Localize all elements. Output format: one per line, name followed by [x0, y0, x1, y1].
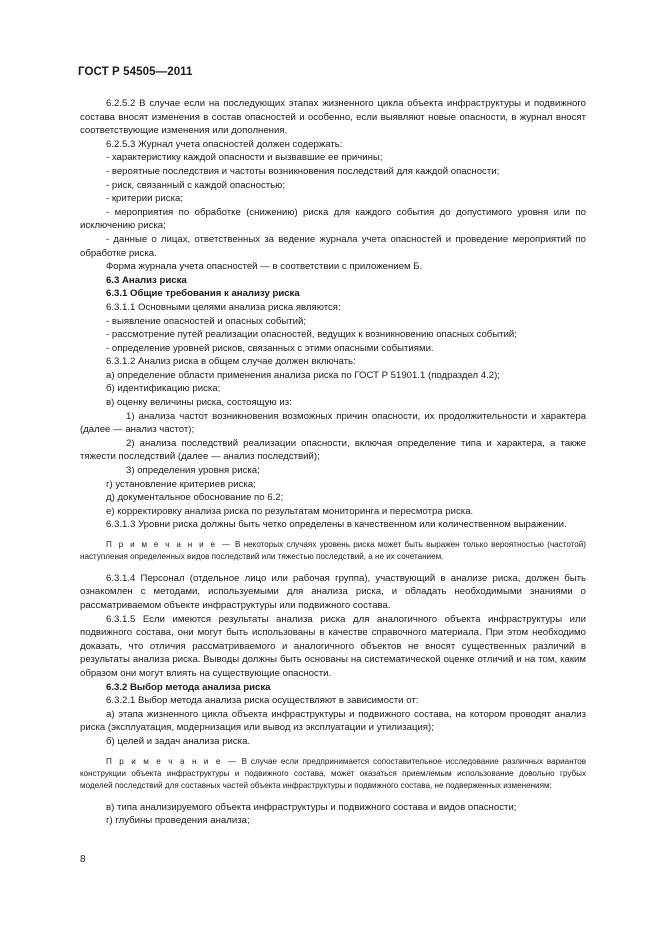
- subsection-heading: 6.3.1 Общие требования к анализу риска: [106, 288, 300, 300]
- section-heading: 6.3 Анализ риска: [106, 274, 187, 286]
- paragraph: 6.3.1.5 Если имеются результаты анализа риска для аналогичного объекта инфраструктуры или подвижного состава, они могут быть использованы в качестве справочного материала. При этом необходимо доказать, что отличия рассматриваемого и аналогичного объектов не вносят существенных различий в результаты анализа риска. Выводы должны быть основаны на систематической оценке отличий и на том, каким образом они могут влиять на существующие опасности.: [80, 613, 586, 679]
- list-item: е) корректировку анализа риска по результатам мониторинга и пересмотра риска.: [106, 505, 474, 517]
- list-item: б) идентификацию риска;: [106, 383, 221, 395]
- paragraph: 6.3.1.3 Уровни риска должны быть четко определены в качественном или количественном выражении.: [106, 519, 567, 531]
- list-item: а) этапа жизненного цикла объекта инфраструктуры и подвижного состава, на котором проводят анализ риска (эксплуатация, модернизация или вывод из эксплуатации и утилизация);: [80, 708, 586, 734]
- list-item: - рассмотрение путей реализации опасностей, ведущих к возникновению опасных событий;: [106, 329, 517, 341]
- list-item: - выявление опасностей и опасных событий;: [106, 315, 307, 327]
- list-item: - характеристику каждой опасности и вызвавшие ее причины;: [106, 152, 383, 164]
- note: [80, 539, 586, 564]
- list-item: - определение уровней рисков, связанных с этими опасными событиями.: [106, 342, 434, 354]
- subsection-heading: 6.3.2 Выбор метода анализа риска: [106, 681, 271, 693]
- list-item: - риск, связанный с каждой опасностью;: [106, 179, 286, 191]
- document-header: ГОСТ Р 54505—2011: [78, 66, 193, 78]
- paragraph: 6.3.2.1 Выбор метода анализа риска осуществляют в зависимости от:: [106, 695, 419, 707]
- list-item: 2) анализа последствий реализации опасности, включая определение типа и характера, а также тяжести последствий (далее — анализ последствий);: [80, 437, 586, 463]
- list-item: - критерии риска;: [106, 193, 183, 205]
- paragraph: Форма журнала учета опасностей — в соответствии с приложением Б.: [106, 261, 423, 273]
- list-item: а) определение области применения анализа риска по ГОСТ Р 51901.1 (подраздел 4.2);: [106, 369, 500, 381]
- note-text: В некоторых случаях уровень риска может быть выражен только вероятностью (частотой) наступления определенных видов последствий или тяжестью последствий, а не их сочетанием.: [80, 540, 586, 562]
- list-item: 3) определения уровня риска;: [126, 465, 260, 477]
- list-item: - мероприятия по обработке (снижению) риска для каждого события до допустимого уровня или по исключению риска;: [80, 206, 586, 232]
- paragraph: 6.3.1.2 Анализ риска в общем случае должен включать:: [106, 356, 356, 368]
- list-item: 1) анализа частот возникновения возможных причин опасности, их продолжительности и характера (далее — анализ частот);: [80, 410, 586, 436]
- note-label: П р и м е ч а н и е —: [106, 756, 238, 766]
- page-number: 8: [80, 854, 86, 865]
- list-item: г) глубины проведения анализа;: [106, 815, 250, 827]
- paragraph: 6.2.5.2 В случае если на последующих этапах жизненного цикла объекта инфраструктуры и подвижного состава вносят изменения в состав опасностей и особенно, если выявляют новые опасности, в журнал вносят соответствующие изменения или дополнения.: [80, 98, 586, 137]
- paragraph: 6.3.1.4 Персонал (отдельное лицо или рабочая группа), участвующий в анализе риска, должен быть ознакомлен с методами, используемыми для анализа риска, и обладать необходимыми знаниями о рассматриваемом объекте инфраструктуры или подвижного состава.: [80, 572, 586, 611]
- list-item: г) установление критериев риска;: [106, 478, 256, 490]
- paragraph: 6.3.1.1 Основными целями анализа риска являются:: [106, 301, 341, 313]
- note: [80, 756, 586, 793]
- list-item: б) целей и задач анализа риска.: [106, 735, 251, 747]
- note-label: П р и м е ч а н и е —: [106, 540, 232, 549]
- list-item: - вероятные последствия и частоты возникновения последствий для каждой опасности;: [106, 165, 500, 177]
- list-item: в) оценку величины риска, состоящую из:: [106, 397, 292, 409]
- note-text: В случае если предпринимается сопоставительное исследование различных вариантов конструкции объекта инфраструктуры и подвижного состава, может оказаться приемлемым использование довольно грубых моделей последствий для составных частей объекта инфраструктуры и подвижного состава, не подверженных изменениям;: [80, 756, 586, 791]
- list-item: - данные о лицах, ответственных за ведение журнала учета опасностей и проведение мероприятий по обработке риска.: [80, 233, 586, 259]
- list-item: в) типа анализируемого объекта инфраструктуры и подвижного состава и видов опасности;: [106, 801, 517, 813]
- paragraph: 6.2.5.3 Журнал учета опасностей должен содержать:: [106, 138, 343, 150]
- page-body: [80, 97, 586, 828]
- list-item: д) документальное обоснование по 6.2;: [106, 492, 284, 504]
